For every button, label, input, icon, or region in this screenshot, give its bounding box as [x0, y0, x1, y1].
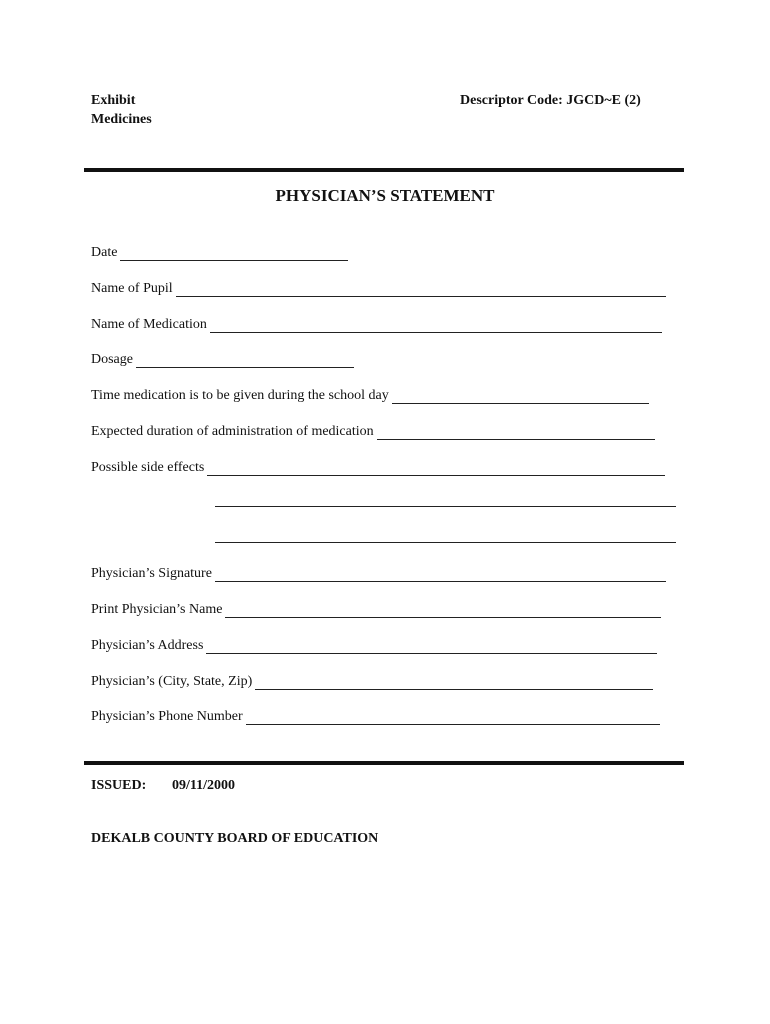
pupil-field[interactable]: [176, 281, 666, 297]
signature-label: Physician’s Signature: [91, 566, 212, 581]
date-row: [91, 241, 348, 261]
address-row: [91, 634, 657, 654]
duration-label: Expected duration of administration of medication: [91, 424, 374, 439]
city-state-zip-label: Physician’s (City, State, Zip): [91, 674, 253, 689]
phone-label: Physician’s Phone Number: [91, 709, 243, 724]
date-label: Date: [91, 245, 118, 260]
medication-field[interactable]: [210, 317, 662, 333]
print-name-field[interactable]: [225, 602, 661, 618]
medication-row: [91, 313, 662, 333]
side-effects-label: Possible side effects: [91, 460, 205, 475]
phone-row: [91, 705, 660, 725]
time-row: [91, 384, 649, 404]
board-name: DEKALB COUNTY BOARD OF EDUCATION: [91, 831, 379, 846]
pupil-label: Name of Pupil: [91, 281, 173, 296]
print-name-row: [91, 598, 661, 618]
issued-label: ISSUED:: [91, 778, 147, 793]
print-name-label: Print Physician’s Name: [91, 602, 223, 617]
phone-field[interactable]: [246, 709, 660, 725]
dosage-label: Dosage: [91, 352, 133, 367]
side-effects-line-3[interactable]: [215, 542, 676, 543]
duration-field[interactable]: [377, 424, 655, 440]
exhibit-label: Exhibit: [91, 93, 136, 108]
side-effects-row: [91, 456, 665, 476]
date-field[interactable]: [120, 245, 348, 261]
medicines-label: Medicines: [91, 112, 152, 127]
bottom-rule: [84, 761, 684, 765]
address-field[interactable]: [206, 638, 657, 654]
side-effects-line-2[interactable]: [215, 506, 676, 507]
time-field[interactable]: [392, 388, 649, 404]
medication-label: Name of Medication: [91, 317, 207, 332]
pupil-row: [91, 277, 666, 297]
top-rule: [84, 168, 684, 172]
duration-row: [91, 420, 655, 440]
descriptor-code: Descriptor Code: JGCD~E (2): [460, 93, 641, 108]
city-state-zip-field[interactable]: [255, 674, 653, 690]
signature-field[interactable]: [215, 566, 666, 582]
dosage-field[interactable]: [136, 352, 354, 368]
signature-row: [91, 562, 666, 582]
time-label: Time medication is to be given during the school day: [91, 388, 389, 403]
dosage-row: [91, 348, 354, 368]
page-title: PHYSICIAN’S STATEMENT: [275, 186, 495, 205]
side-effects-field[interactable]: [207, 460, 665, 476]
issued-date: 09/11/2000: [172, 778, 236, 793]
city-state-zip-row: [91, 670, 653, 690]
address-label: Physician’s Address: [91, 638, 204, 653]
